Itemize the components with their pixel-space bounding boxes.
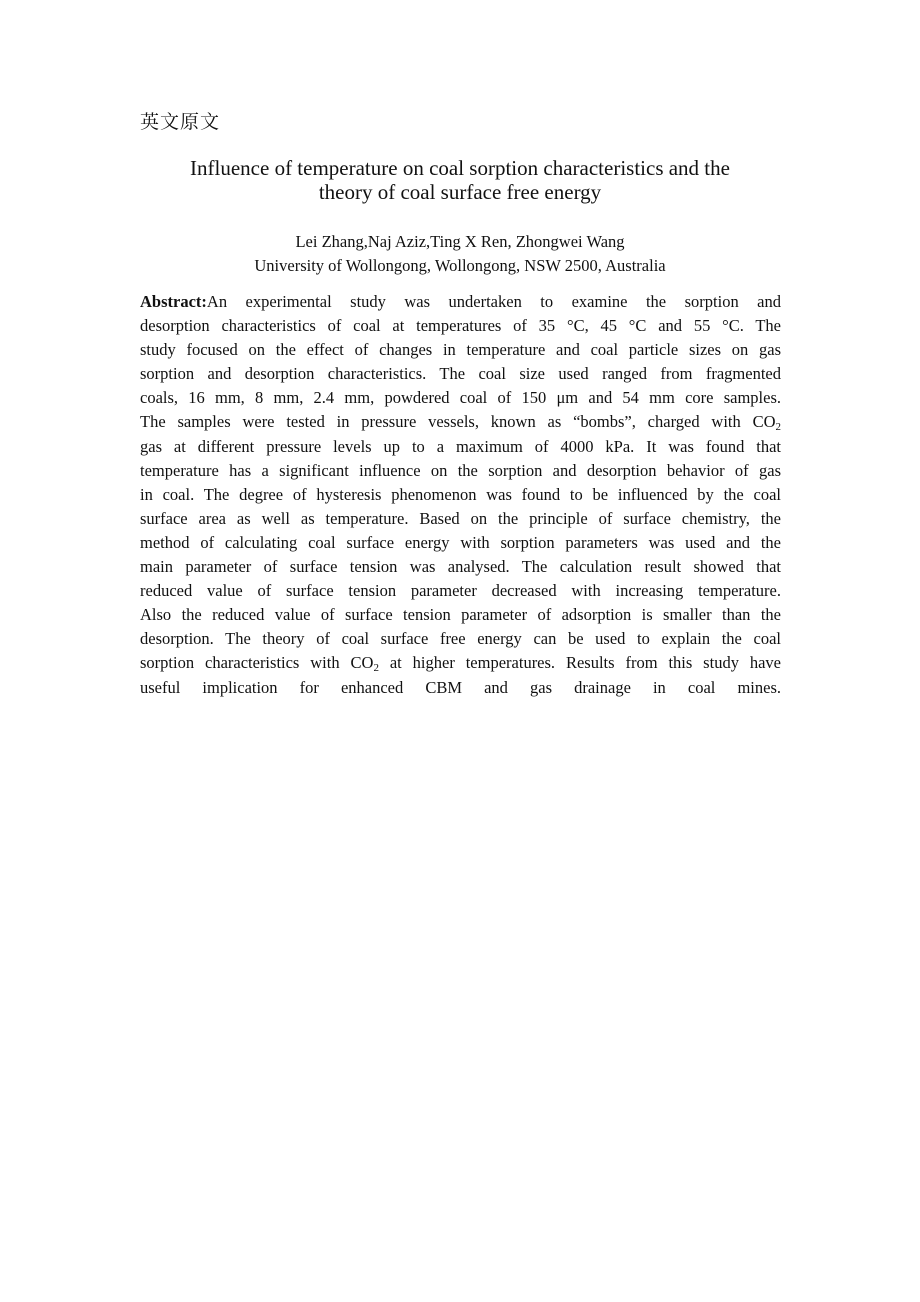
abstract-line-4: sorption and desorption characteristics. The coal size used ranged from fragmented xyxy=(140,364,781,384)
abstract-line-7: gas at different pressure levels up to a maximum of 4000 kPa. It was found that xyxy=(140,436,781,456)
abstract-line-2: desorption characteristics of coal at temperatures of 35 °C, 45 °C and 55 °C. The xyxy=(140,316,781,336)
subscript: 2 xyxy=(775,421,781,434)
abstract-line-10: surface area as well as temperature. Based on the principle of surface chemistry, the xyxy=(140,508,781,528)
abstract-line-16 xyxy=(140,651,781,675)
author-block xyxy=(140,230,780,278)
title-line-2: theory of coal surface free energy xyxy=(318,180,602,204)
section-heading: 英文原文 xyxy=(140,111,221,133)
authors: Lei Zhang,Naj Aziz,Ting X Ren, Zhongwei Wang xyxy=(295,232,625,251)
title-line-1: Influence of temperature on coal sorption characteristics and the xyxy=(190,156,730,180)
abstract-line-9: in coal. The degree of hysteresis phenomenon was found to be influenced by the coal xyxy=(140,484,781,504)
abstract-text: at higher temperatures. Results from this study have xyxy=(378,653,781,673)
abstract-line-17: useful implication for enhanced CBM and gas drainage in coal mines. xyxy=(140,677,781,697)
abstract-line-6 xyxy=(140,410,781,434)
abstract-line-14: Also the reduced value of surface tension parameter of adsorption is smaller than the xyxy=(140,605,781,625)
abstract-line-1 xyxy=(140,290,781,314)
affiliation: University of Wollongong, Wollongong, NSW 2500, Australia xyxy=(254,256,666,275)
abstract-label: Abstract: xyxy=(140,292,207,311)
abstract-line-11: method of calculating coal surface energy with sorption parameters was used and the xyxy=(140,532,781,552)
abstract xyxy=(140,290,781,700)
abstract-text: An experimental study was undertaken to examine the sorption and xyxy=(206,292,781,311)
abstract-text: sorption characteristics with CO xyxy=(140,653,374,673)
abstract-line-15: desorption. The theory of coal surface free energy can be used to explain the coal xyxy=(140,629,781,649)
abstract-text: The samples were tested in pressure vessels, known as “bombs”, charged with CO xyxy=(140,412,776,432)
subscript: 2 xyxy=(373,662,379,675)
abstract-line-13: reduced value of surface tension parameter decreased with increasing temperature. xyxy=(140,581,781,601)
paper-title xyxy=(140,156,780,204)
abstract-line-8: temperature has a significant influence on the sorption and desorption behavior of gas xyxy=(140,460,781,480)
abstract-line-5: coals, 16 mm, 8 mm, 2.4 mm, powdered coal of 150 μm and 54 mm core samples. xyxy=(140,388,781,408)
abstract-line-12: main parameter of surface tension was analysed. The calculation result showed that xyxy=(140,557,781,577)
abstract-line-3: study focused on the effect of changes in temperature and coal particle sizes on gas xyxy=(140,340,781,360)
